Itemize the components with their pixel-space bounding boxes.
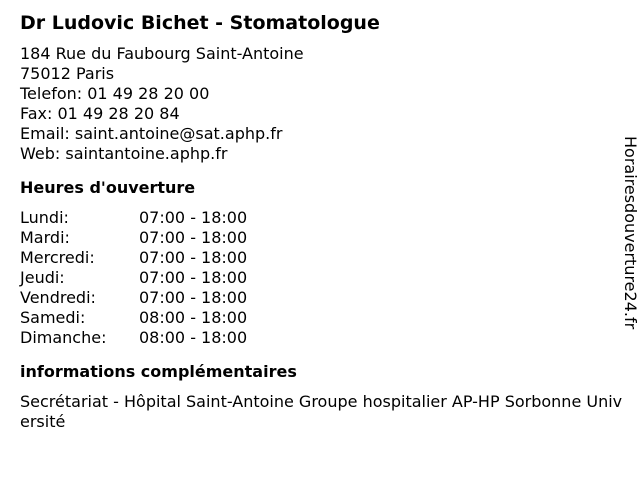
day-label: Jeudi: [20, 268, 65, 287]
phone-number[interactable]: Telefon: 01 49 28 20 00 [20, 84, 210, 103]
hours-row [20, 288, 630, 308]
hours-row [20, 308, 630, 328]
time-range: 08:00 - 18:00 [139, 308, 248, 327]
day-label: Lundi: [20, 208, 69, 227]
hours-row [20, 328, 630, 348]
day-label: Vendredi: [20, 288, 96, 307]
time-range: 07:00 - 18:00 [139, 208, 248, 227]
extra-info-text: Secrétariat - Hôpital Saint-Antoine Groupe hospitalier AP-HP Sorbonne Université [20, 392, 623, 431]
time-range: 08:00 - 18:00 [139, 328, 248, 347]
hours-row [20, 268, 630, 288]
day-label: Samedi: [20, 308, 86, 327]
extra-info-heading: informations complémentaires [20, 362, 297, 381]
hours-row [20, 208, 630, 228]
practice-title: Dr Ludovic Bichet - Stomatologue [20, 12, 380, 34]
day-label: Mercredi: [20, 248, 95, 267]
email-address[interactable]: Email: saint.antoine@sat.aphp.fr [20, 124, 283, 143]
city-address: 75012 Paris [20, 64, 115, 83]
fax-number: Fax: 01 49 28 20 84 [20, 104, 180, 123]
practice-card [20, 10, 630, 432]
time-range: 07:00 - 18:00 [139, 288, 248, 307]
street-address: 184 Rue du Faubourg Saint-Antoine [20, 44, 304, 63]
day-label: Dimanche: [20, 328, 107, 347]
hours-heading: Heures d'ouverture [20, 178, 196, 197]
address-block [20, 44, 630, 164]
site-watermark: Horairesdouverture24.fr [621, 136, 640, 330]
hours-row [20, 248, 630, 268]
time-range: 07:00 - 18:00 [139, 268, 248, 287]
time-range: 07:00 - 18:00 [139, 228, 248, 247]
hours-row [20, 228, 630, 248]
day-label: Mardi: [20, 228, 70, 247]
hours-table [20, 208, 630, 348]
website-link[interactable]: Web: saintantoine.aphp.fr [20, 144, 228, 163]
time-range: 07:00 - 18:00 [139, 248, 248, 267]
